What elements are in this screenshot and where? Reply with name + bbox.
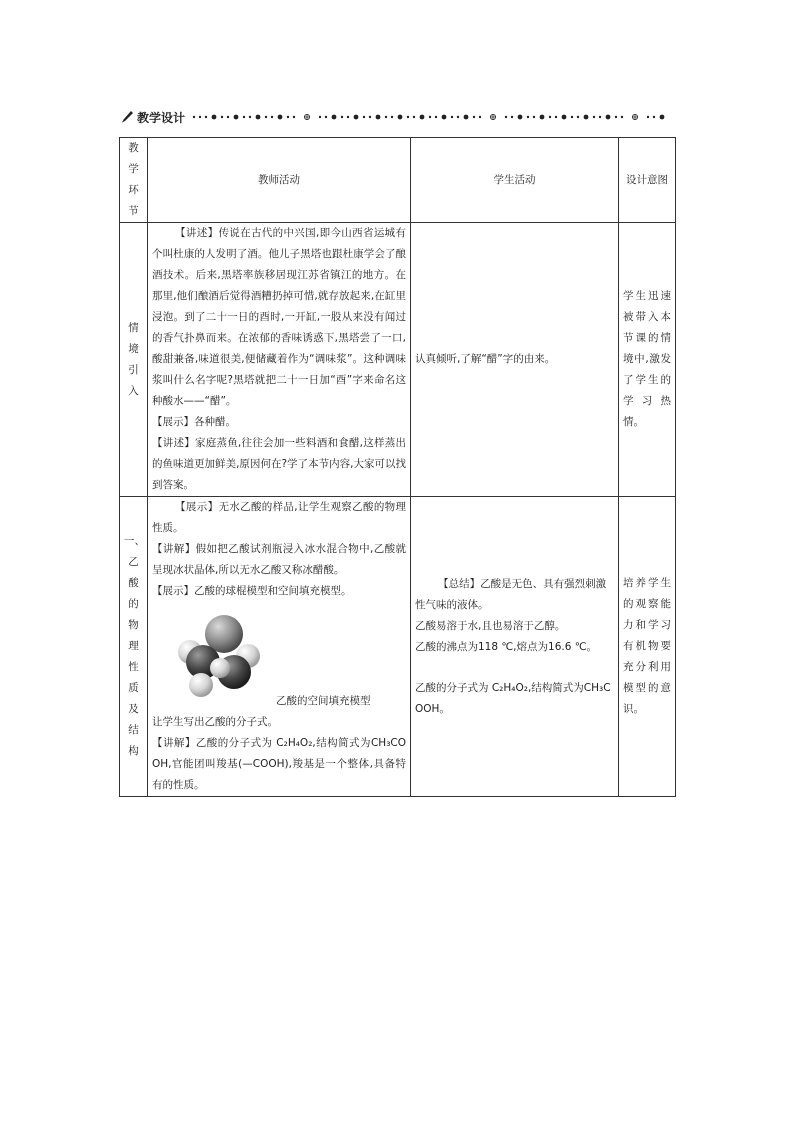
teacher-paragraph: 让学生写出乙酸的分子式。 bbox=[152, 716, 278, 728]
pen-icon bbox=[120, 110, 134, 124]
table-row bbox=[120, 223, 676, 497]
section-header bbox=[120, 108, 676, 126]
table-row bbox=[120, 497, 676, 797]
teacher-paragraph: 【讲解】乙酸的分子式为 C₂H₄O₂,结构简式为CH₃COOH,官能团叫羧基(—COOH),羧基是一个整体,具备特有的性质。 bbox=[152, 737, 406, 791]
student-paragraph: 乙酸的沸点为118 ℃,熔点为16.6 ℃。 bbox=[415, 640, 598, 653]
teacher-paragraph: 【展示】各种醋。 bbox=[152, 416, 236, 428]
header-intent: 设计意图 bbox=[619, 138, 676, 223]
header-stage: 教学环节 bbox=[120, 138, 148, 223]
student-cell bbox=[411, 497, 619, 797]
header-student: 学生活动 bbox=[411, 138, 619, 223]
student-cell: 认真倾听,了解“醋”字的由来。 bbox=[411, 223, 619, 497]
teacher-paragraph: 【讲述】家庭蒸鱼,往往会加一些料酒和食醋,这样蒸出的鱼味道更加鲜美,原因何在?学了本节内容,大家可以找到答案。 bbox=[152, 437, 406, 491]
teacher-paragraph: 【讲解】假如把乙酸试剂瓶浸入冰水混合物中,乙酸就呈现冰状晶体,所以无水乙酸又称冰醋酸。 bbox=[152, 543, 406, 576]
section-title: 教学设计 bbox=[137, 110, 186, 125]
student-paragraph: 乙酸易溶于水,且也易溶于乙醇。 bbox=[415, 619, 566, 632]
table-header-row bbox=[120, 138, 676, 223]
teacher-cell bbox=[148, 223, 411, 497]
teacher-paragraph: 【展示】乙酸的球棍模型和空间填充模型。 bbox=[152, 585, 352, 597]
dotted-divider bbox=[188, 112, 676, 122]
spacer bbox=[415, 658, 614, 678]
lesson-plan-table bbox=[119, 137, 676, 797]
model-caption: 乙酸的空间填充模型 bbox=[276, 695, 371, 707]
stage-cell: 一、乙酸的物理性质及结构 bbox=[120, 497, 148, 797]
teacher-paragraph: 【展示】无水乙酸的样品,让学生观察乙酸的物理性质。 bbox=[152, 501, 406, 534]
intent-cell: 学生迅速被带入本节课的情境中,激发了学生的学习热情。 bbox=[619, 223, 676, 497]
acetic-acid-space-filling-model bbox=[172, 612, 268, 710]
student-paragraph: 乙酸的分子式为 C₂H₄O₂,结构简式为CH₃COOH。 bbox=[415, 681, 611, 715]
teacher-cell bbox=[148, 497, 411, 797]
student-paragraph: 【总结】乙酸是无色、具有强烈刺激性气味的液体。 bbox=[415, 577, 607, 611]
molecule-figure bbox=[152, 604, 406, 710]
intent-cell: 培养学生的观察能力和学习有机物要充分利用模型的意识。 bbox=[619, 497, 676, 797]
stage-cell: 情境引入 bbox=[120, 223, 148, 497]
header-teacher: 教师活动 bbox=[148, 138, 411, 223]
teacher-paragraph: 【讲述】传说在古代的中兴国,即今山西省运城有个叫杜康的人发明了酒。他儿子黑塔也跟杜康学会了酿酒技术。后来,黑塔率族移居现江苏省镇江的地方。在那里,他们酿酒后觉得酒糟扔掉可惜,就存放起来,在缸里浸泡。到了二十一日的酉时,一开缸,一股从来没有闻过的香气扑鼻而来。在浓郁的香味诱惑下,黑塔尝了一口,酸甜兼备,味道很美,便储藏着作为“调味浆”。这种调味浆叫什么名字呢?黑塔就把二十一日加“酉”字来命名这种酸水——“醋”。 bbox=[152, 227, 406, 407]
